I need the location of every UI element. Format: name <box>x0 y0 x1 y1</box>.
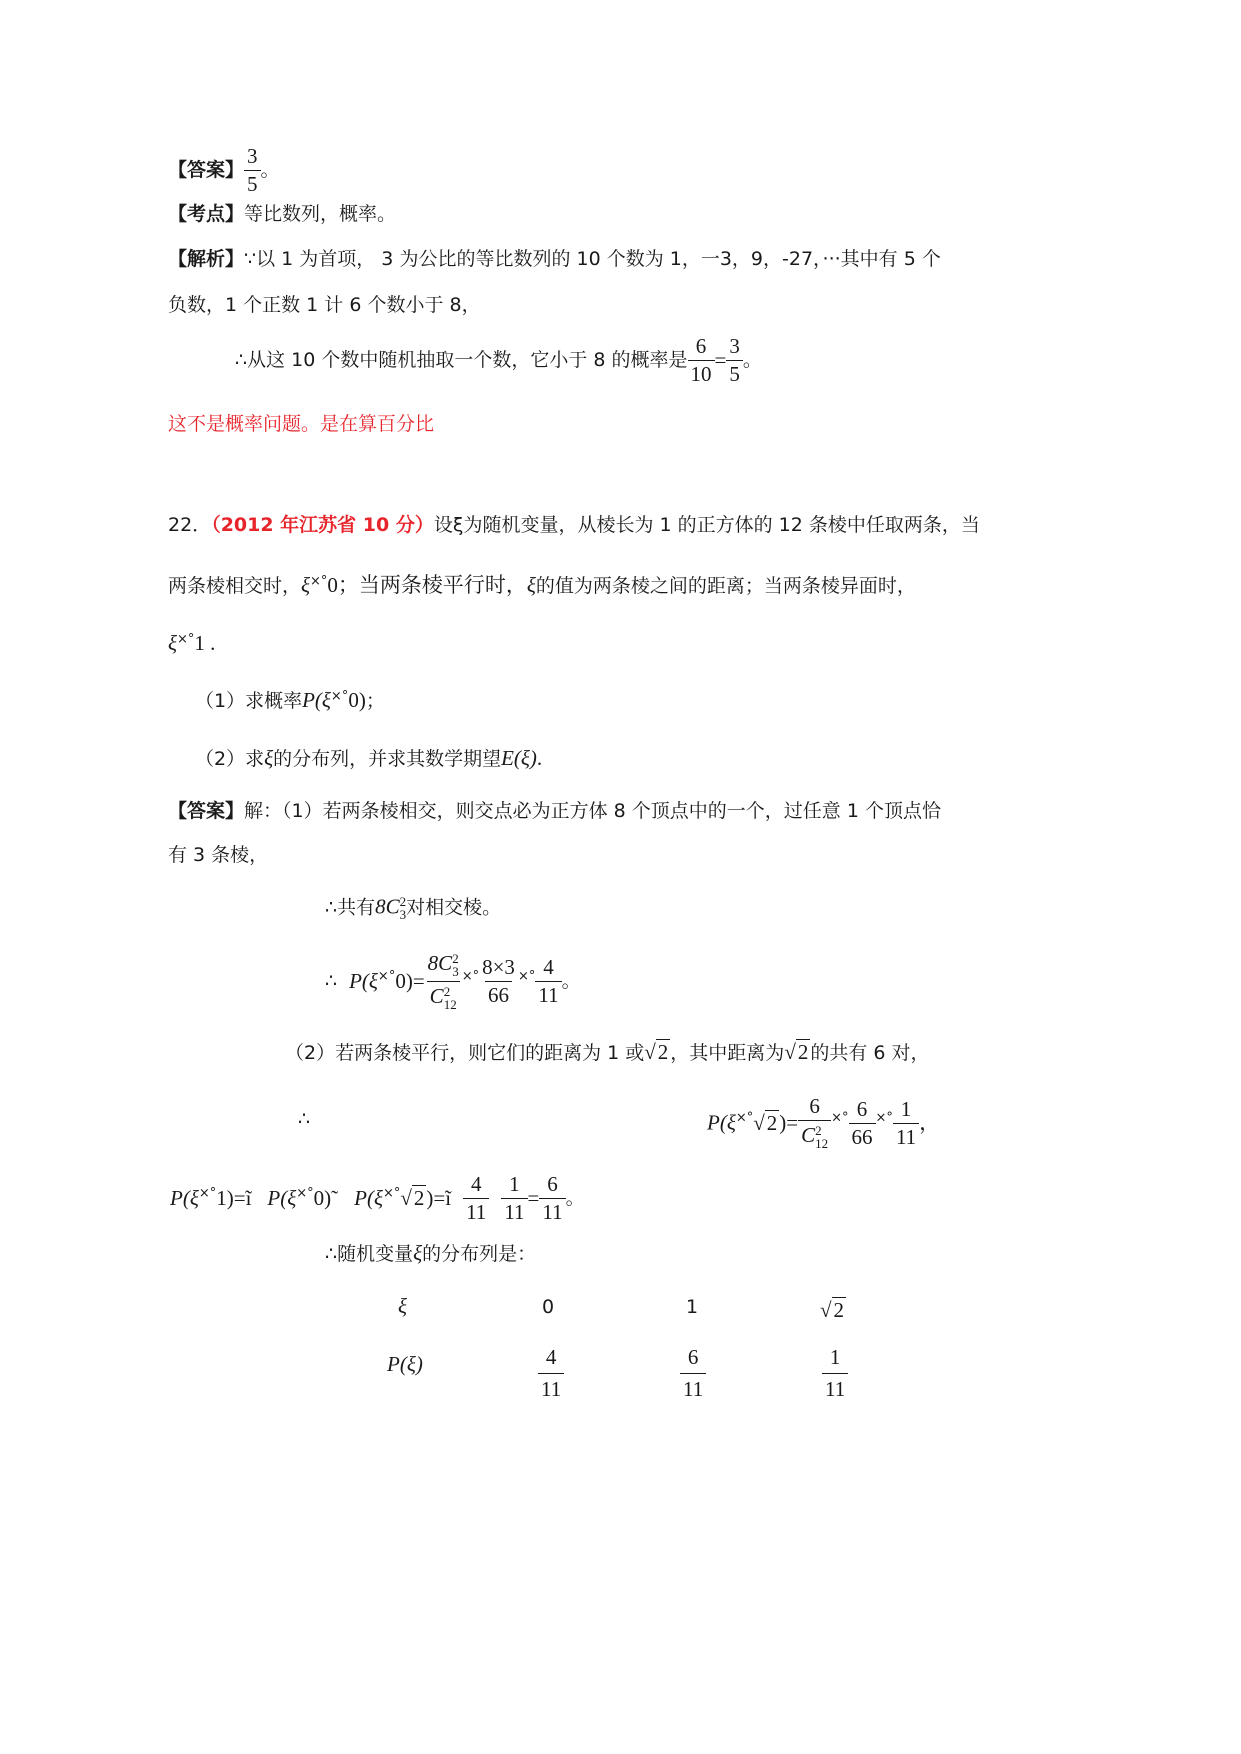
p0-equation <box>325 952 581 1011</box>
part-label: （1）求概率 <box>195 690 303 712</box>
punctuation: 。 <box>260 159 280 181</box>
parallel-text: ，其中距离为 <box>670 1042 785 1064</box>
fraction-denominator: 11 <box>539 1198 565 1223</box>
fraction-numerator: 4 <box>543 955 554 979</box>
equals-glitch: ×° <box>330 689 349 704</box>
fraction-denominator: 11 <box>501 1198 527 1223</box>
subscript: 12 <box>815 1136 829 1151</box>
q22-answer-line-1 <box>168 802 941 821</box>
fraction-denominator: C <box>429 983 444 1008</box>
sqrt-2: √2 <box>644 1040 669 1064</box>
punctuation: 。 <box>561 970 581 992</box>
sqrt-2: √2 <box>400 1186 425 1210</box>
fraction-denominator: 10 <box>688 360 715 385</box>
parallel-text: 的共有 6 对， <box>810 1042 930 1064</box>
table-row1-label: ξ <box>398 1294 407 1318</box>
stem-text: 设ξ为随机变量，从棱长为 1 的正方体的 12 条棱中任取两条，当 <box>433 514 980 536</box>
topic-label: 【考点】 <box>168 203 245 225</box>
equals-glitch: ×° <box>461 969 480 984</box>
fraction-6-c122 <box>798 1096 831 1150</box>
equals-glitch: ×° <box>310 574 328 589</box>
count-text: 对相交棱。 <box>406 896 502 919</box>
combination-expr: 8C <box>375 894 400 919</box>
intro-text: 的分布列是： <box>422 1243 537 1265</box>
count-text: ∴共有 <box>325 896 376 919</box>
part-text: 的分布列，并求其数学期望 <box>273 748 502 770</box>
equals-glitch: ×° <box>198 1186 217 1201</box>
answer-fraction <box>244 146 261 195</box>
superscript: 2 <box>815 1123 822 1138</box>
fraction-numerator: 6 <box>547 1172 558 1196</box>
fraction-numerator: 1 <box>829 1345 841 1369</box>
table-prob-1 <box>680 1345 706 1402</box>
analysis-line-2: 负数，1 个正数 1 计 6 个数小于 8， <box>168 294 481 316</box>
fraction-8c32-c122 <box>425 952 462 1011</box>
fraction-numerator: 1 <box>900 1096 912 1121</box>
topic-line <box>168 205 396 224</box>
equals-glitch: ×° <box>296 1186 314 1201</box>
punctuation: . <box>536 746 543 770</box>
punctuation: ； <box>365 690 385 712</box>
q22-part-1 <box>195 690 385 711</box>
subscript: 3 <box>452 964 459 979</box>
topic-text: 等比数列，概率。 <box>244 203 397 225</box>
superscript: 2 <box>452 951 459 966</box>
fraction-6-10 <box>688 336 715 385</box>
question-number: 22． <box>168 514 212 536</box>
table-row2-label: P(ξ) <box>387 1352 423 1376</box>
math-expr: P(ξ <box>707 1110 736 1135</box>
answer-label: 【答案】 <box>168 159 245 181</box>
fraction-denominator: 11 <box>822 1373 848 1402</box>
fraction-denominator: 66 <box>849 1123 876 1148</box>
equals-sign: = <box>527 1186 540 1210</box>
equals-glitch: ×° <box>831 1110 849 1126</box>
fraction-4-11 <box>535 957 561 1006</box>
equals-glitch: ×° <box>177 632 195 647</box>
xi-symbol: ξ <box>168 631 177 655</box>
probability-line <box>235 336 762 385</box>
equals-glitch: ×° <box>377 969 396 984</box>
therefore-sign: ∴ <box>325 970 338 992</box>
stem-text: 1 . <box>194 631 216 655</box>
red-note: 这不是概率问题。是在算百分比 <box>168 413 435 435</box>
sqrt-2: √2 <box>753 1110 778 1135</box>
superscript: 2 <box>443 984 451 999</box>
table-value-1: 1 <box>686 1296 699 1318</box>
fraction-denominator: 5 <box>726 360 743 385</box>
fraction-denominator: C <box>801 1122 816 1147</box>
stem-text: 0；当两条棱平行时， <box>327 573 527 597</box>
math-expr: 0)˜ <box>313 1186 339 1210</box>
expectation-expr: E(ξ) <box>501 746 537 770</box>
subscript: 3 <box>399 907 407 922</box>
equals-glitch: ×° <box>517 969 536 984</box>
fraction-denominator: 11 <box>463 1198 489 1223</box>
fraction-4-11 <box>463 1174 489 1223</box>
punctuation: ， <box>919 1110 941 1135</box>
xi-symbol: ξ <box>413 1241 423 1265</box>
punctuation: 。 <box>742 349 762 371</box>
math-expr: 0)= <box>395 969 425 993</box>
therefore-text: ∴从这 10 个数中随机抽取一个数，它小于 8 的概率是 <box>235 349 688 371</box>
equals-glitch: ×° <box>382 1186 401 1201</box>
subscript: 12 <box>443 997 457 1012</box>
p1-equation <box>170 1174 585 1223</box>
radicand: 2 <box>657 1040 669 1064</box>
table-prob-sqrt2 <box>822 1345 848 1402</box>
fraction-numerator: 6 <box>695 334 707 358</box>
equals-glitch: ×° <box>875 1110 893 1126</box>
math-expr: )=ĩ <box>426 1186 452 1210</box>
fraction-3-5 <box>726 336 743 385</box>
math-expr: P(ξ <box>267 1186 297 1210</box>
question-source: （2012 年江苏省 10 分） <box>211 514 434 536</box>
punctuation: 。 <box>565 1187 585 1209</box>
sqrt-2: √2 <box>784 1040 809 1064</box>
fraction-numerator: 6 <box>809 1094 820 1118</box>
analysis-label: 【解析】 <box>168 248 245 270</box>
q22-part-2 <box>195 748 542 769</box>
fraction-numerator: 8×3 <box>482 955 515 979</box>
fraction-1-11 <box>501 1174 527 1223</box>
fraction-denominator: 5 <box>244 170 261 195</box>
fraction-denominator: 66 <box>485 981 512 1006</box>
fraction-denominator: 11 <box>538 1373 564 1402</box>
fraction-denominator: 11 <box>680 1373 706 1402</box>
radicand: 2 <box>413 1186 425 1210</box>
count-line <box>325 895 501 921</box>
math-expr: P(ξ <box>170 1186 199 1210</box>
fraction-6-66 <box>849 1096 876 1149</box>
fraction-1-11 <box>893 1096 919 1149</box>
part-label: （2）求 <box>195 748 265 770</box>
equals-sign: = <box>714 348 727 372</box>
q22-stem-line-1 <box>168 516 980 535</box>
math-expr: P(ξ <box>349 969 378 993</box>
analysis-line-1 <box>168 250 941 269</box>
xi-symbol: ξ <box>264 746 274 770</box>
psqrt2-equation <box>707 1096 940 1150</box>
stem-text: 的值为两条棱之间的距离；当两条棱异面时， <box>535 575 916 597</box>
answer-label: 【答案】 <box>168 800 245 822</box>
parallel-text: （2）若两条棱平行，则它们的距离为 1 或 <box>285 1042 645 1064</box>
math-expr: 0) <box>348 688 366 712</box>
math-expr: 1)=ĩ <box>216 1186 252 1210</box>
stem-text: 两条棱相交时， <box>168 575 302 597</box>
parallel-line <box>285 1042 930 1063</box>
math-expr: )= <box>779 1110 799 1135</box>
fraction-numerator: 8C <box>427 950 453 975</box>
table-value-sqrt2: √2 <box>820 1298 845 1322</box>
q22-answer-line-2: 有 3 条棱， <box>168 844 269 866</box>
superscript: 2 <box>399 894 407 909</box>
radicand: 2 <box>797 1040 809 1064</box>
math-expr: P(ξ <box>354 1186 383 1210</box>
fraction-denominator: 11 <box>535 981 561 1006</box>
fraction-numerator: 1 <box>509 1172 520 1196</box>
xi-symbol: ξ <box>526 573 536 597</box>
fraction-8x3-66 <box>479 957 518 1006</box>
table-value-0: 0 <box>542 1296 555 1318</box>
table-prob-0 <box>538 1345 564 1402</box>
equals-glitch: ×° <box>735 1110 754 1126</box>
q22-stem-line-2 <box>168 575 916 596</box>
fraction-numerator: 6 <box>856 1096 868 1121</box>
radicand: 2 <box>766 1110 778 1135</box>
answer-text: 解：（1）若两条棱相交，则交点必为正方体 8 个顶点中的一个，过任意 1 个顶点恰 <box>244 800 941 822</box>
distribution-intro <box>325 1243 536 1264</box>
xi-symbol: ξ <box>301 573 311 597</box>
analysis-text: ∵以 1 为首项， 3 为公比的等比数列的 10 个数为 1，一3，9，-27，···其中有 5 个 <box>244 248 941 270</box>
fraction-numerator: 3 <box>729 334 740 358</box>
radicand: 2 <box>833 1298 845 1322</box>
fraction-numerator: 6 <box>687 1345 699 1369</box>
fraction-numerator: 4 <box>470 1172 482 1196</box>
fraction-6-11 <box>539 1174 565 1223</box>
q22-stem-line-3 <box>168 633 215 654</box>
fraction-denominator: 11 <box>893 1123 919 1148</box>
fraction-numerator: 4 <box>545 1345 557 1369</box>
answer-line <box>168 146 280 195</box>
fraction-numerator: 3 <box>247 144 258 168</box>
math-expr: P(ξ <box>302 688 331 712</box>
therefore-sign-2: ∴ <box>298 1108 311 1130</box>
intro-text: ∴随机变量 <box>325 1243 414 1265</box>
